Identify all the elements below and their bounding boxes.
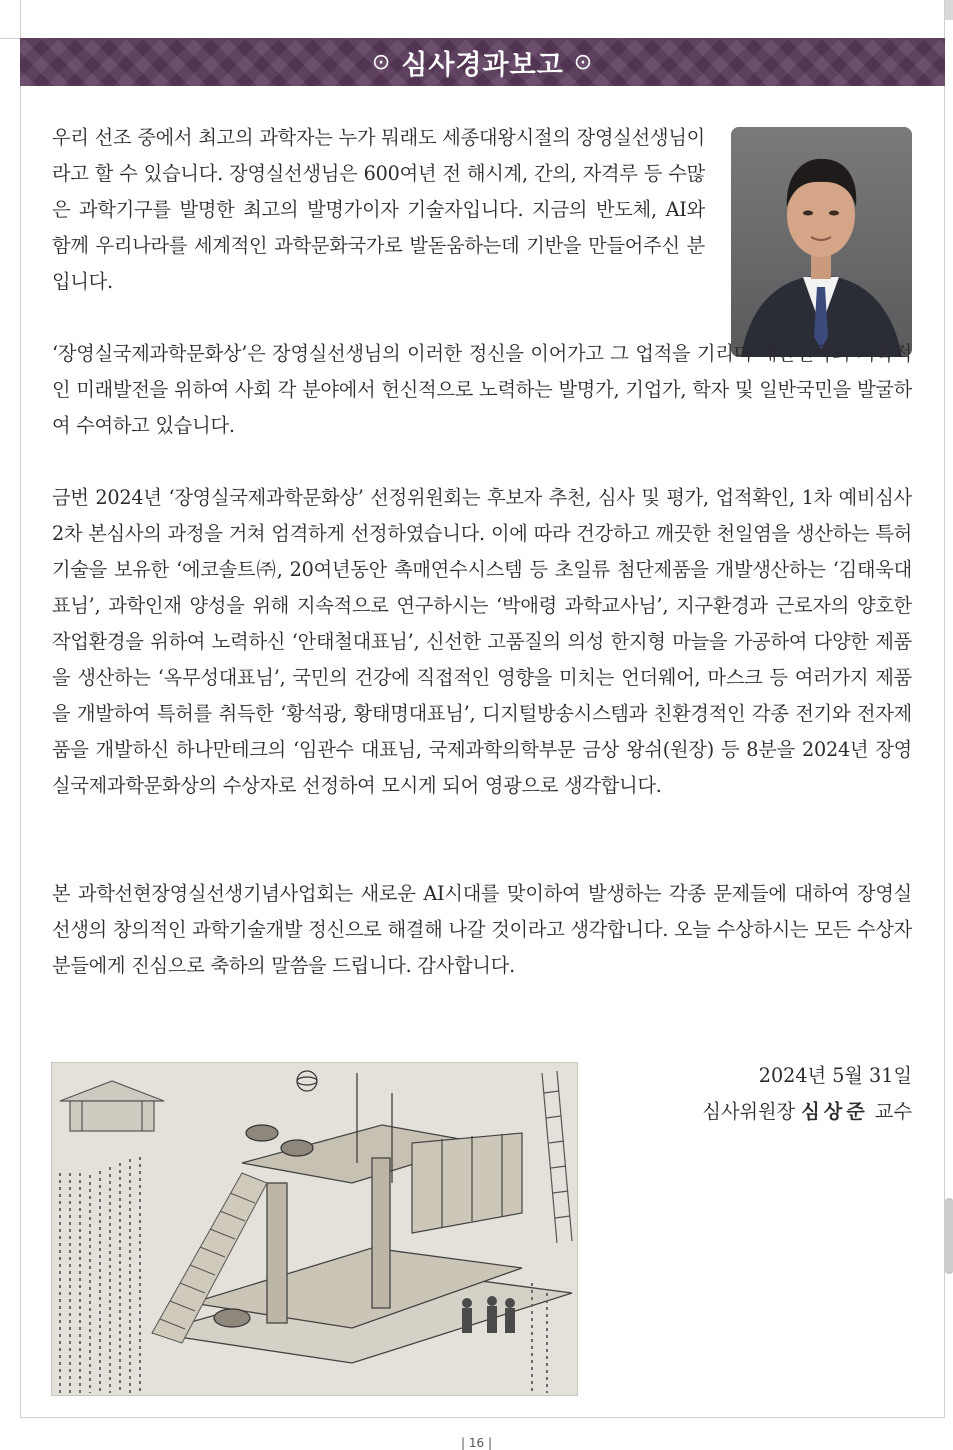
paragraph-selection-process: 금번 2024년 ‘장영실국제과학문화상’ 선정위원회는 후보자 추천, 심사 및 평가, 업적확인, 1차 예비심사 2차 본심사의 과정을 거쳐 엄격하게 선정하였습니다. 이에 따라 건강하고 깨끗한 천일염을 생산하는 특허기술을 보유한 ‘에코솔트㈜, 20여년동안 촉매연수시스템 등 초일류 첨단제품을 개발생산하는 ‘김태욱대표님’, 과학인재 양성을 위해 지속적으로 연구하시는 ‘박애령 과학교사님’, 지구환경과 근로자의 양호한 작업환경을 위하여 노력하신 ‘안태철대표님’, 신선한 고품질의 의성 한지형 마늘을 가공하여 다양한 제품을 생산하는 ‘옥무성대표님’, 국민의 건강에 직접적인 영향을 미치는 언더웨어, 마스크 등 여러가지 제품을 개발하여 특허를 취득한 ‘황석광, 황태명대표님’, 디지털방송시스템과 친환경적인 각종 전기와 전자제품을 개발하신 하나만테크의 ‘임관수 대표님, 국제과학의학부문 금상 왕쉬(원장) 등 8분을 2024년 장영실국제과학문화상의 수상자로 선정하여 모시게 되어 영광으로 생각합니다. — [52, 486, 912, 797]
signature-title-suffix: 교수 — [874, 1100, 912, 1123]
banner-title-group — [372, 43, 593, 82]
signature-title-prefix: 심사위원장 — [702, 1100, 796, 1123]
signature-line — [702, 1094, 912, 1130]
signature-name: 심상준 — [801, 1100, 869, 1123]
scrollbar-thumb[interactable] — [945, 1198, 953, 1274]
paragraph-intro: 우리 선조 중에서 최고의 과학자는 누가 뭐래도 세종대왕시절의 장영실선생님이라고 할 수 있습니다. 장영실선생님은 600여년 전 해시계, 간의, 자격루 등 수많은 과학기구를 발명한 최고의 발명가이자 기술자입니다. 지금의 반도체, AI와 함께 우리나라를 세계적인 과학문화국가로 발돋움하는데 기반을 만들어주신 분입니다. — [52, 126, 705, 293]
observatory-illustration — [51, 1062, 578, 1396]
chairman-portrait-photo — [731, 127, 912, 357]
scrollbar-top-segment[interactable] — [945, 0, 953, 20]
page-title: 심사경과보고 — [401, 49, 564, 81]
circle-bullet-icon: ⊙ — [573, 49, 594, 75]
page-number-value: 16 — [468, 1436, 485, 1450]
signature-block — [702, 1058, 912, 1130]
section-banner — [20, 38, 945, 86]
paragraph-award-purpose: ‘장영실국제과학문화상’은 장영실선생님의 이러한 정신을 이어가고 그 업적을 기리며 대한민국의 지속적인 미래발전을 위하여 사회 각 분야에서 헌신적으로 노력하는 발명가, 기업가, 학자 및 일반국민을 발굴하여 수여하고 있습니다. — [52, 342, 912, 437]
scrollbar[interactable] — [945, 0, 953, 1449]
circle-bullet-icon: ⊙ — [371, 49, 392, 75]
signature-date: 2024년 5월 31일 — [758, 1064, 912, 1087]
page-number: | 16 | — [461, 1436, 492, 1450]
paragraph-closing: 본 과학선현장영실선생기념사업회는 새로운 AI시대를 맞이하여 발생하는 각종 문제들에 대하여 장영실선생의 창의적인 과학기술개발 정신으로 해결해 나갈 것이라고 생각합니다. 오늘 수상하시는 모든 수상자분들에게 진심으로 축하의 말씀을 드립니다. 감사합니다. — [52, 882, 912, 977]
top-left-rule — [0, 0, 20, 39]
